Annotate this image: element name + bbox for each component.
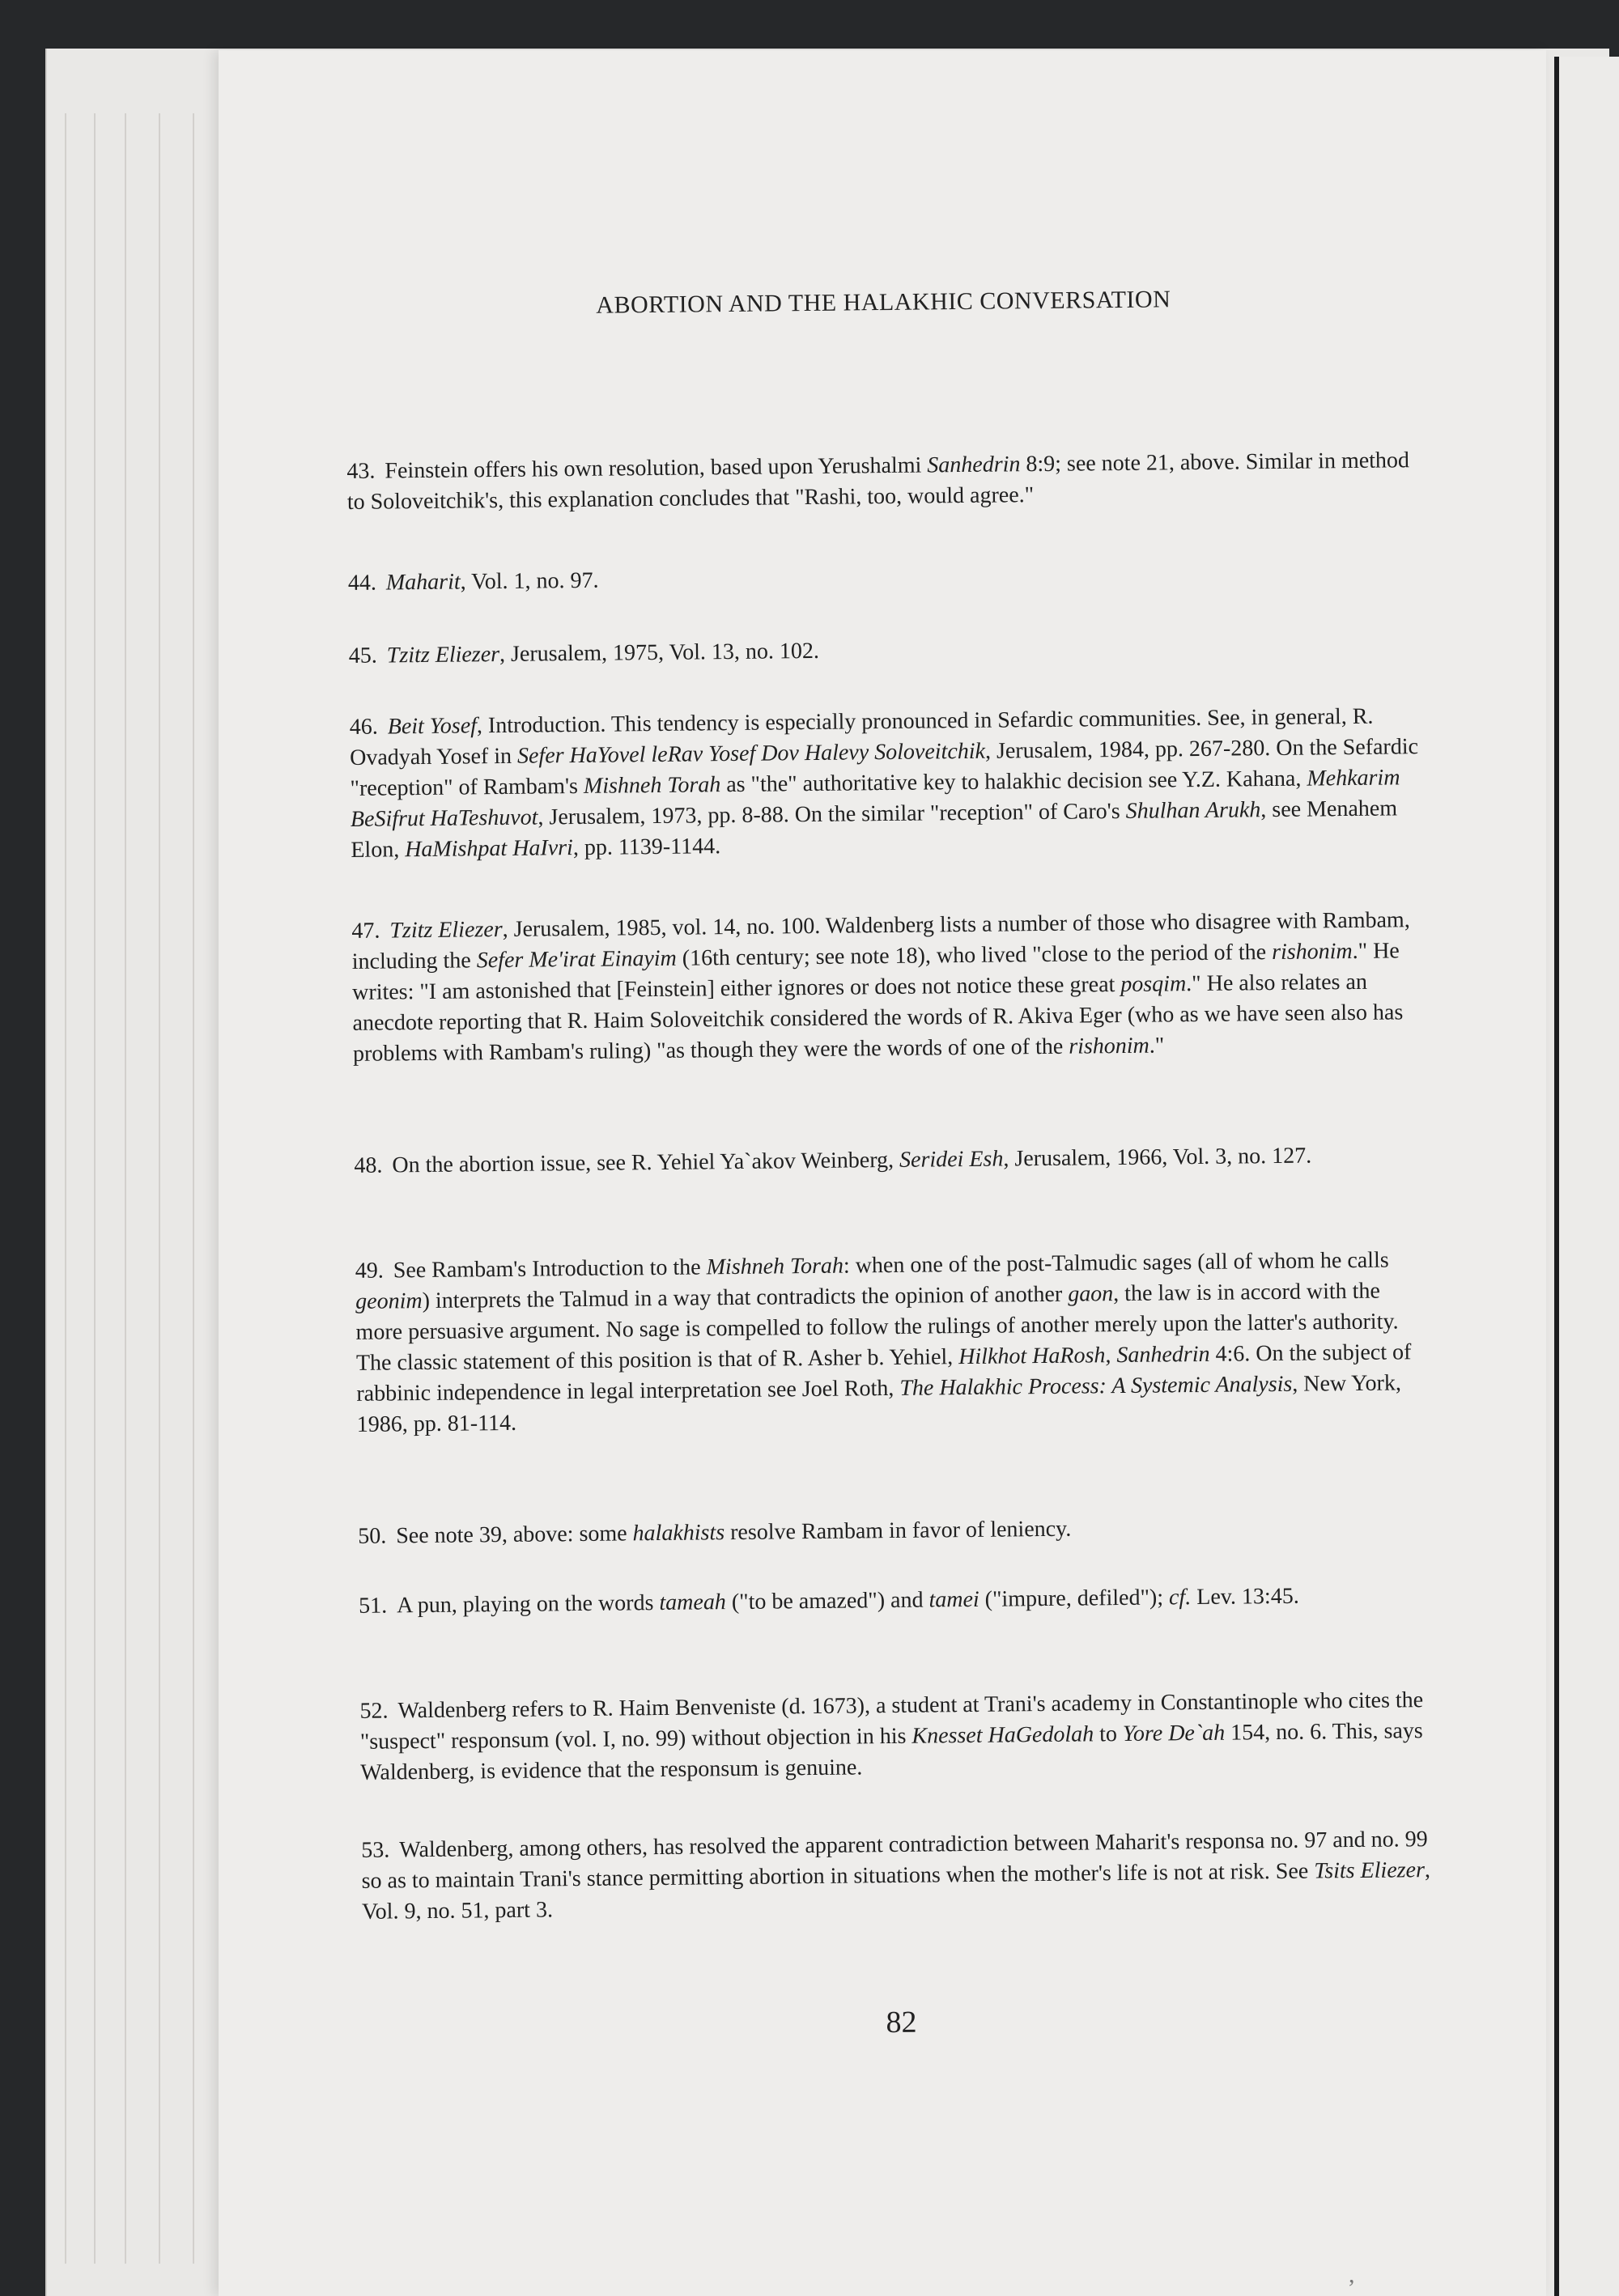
endnote-43 [346,445,1424,518]
endnote-text: Feinstein offers his own resolution, based upon Yerushalmi [385,452,928,484]
endnote-46 [350,701,1428,866]
endnote-number: 49. [355,1258,384,1284]
endnote-number: 48. [354,1152,383,1178]
endnote-text: , see Menahem Elon, [351,796,1398,863]
endnote-italic-text: Maharit [385,569,461,596]
endnote-italic-text: HaMishpat HaIvri [405,835,574,863]
endnote-italic-text: Sefer HaYovel leRav Yosef Dov Halevy Soloveitchik [516,738,986,769]
facing-page-edge [1554,57,1619,2296]
endnote-number: 53. [361,1837,390,1863]
endnote-text: Lev. 13:45. [1191,1583,1299,1611]
endnote-48 [354,1140,1430,1182]
endnote-text: to [1094,1721,1124,1747]
endnote-italic-text: gaon [1068,1281,1114,1307]
endnote-text: ." He writes: "I am astonished that [Feinstein] either ignores or does not notice these great [352,938,1400,1005]
endnote-italic-text: cf. [1168,1585,1192,1611]
book-page [219,50,1546,2296]
endnote-italic-text: Sanhedrin [927,452,1021,478]
endnote-italic-text: Shulhan Arukh [1125,797,1261,824]
endnote-text: See note 39, above: some [396,1521,633,1549]
page-edge-line [65,113,66,2264]
endnote-text: (16th century; see note 18), who lived "close to the period of the [676,940,1273,971]
page-edge-line [193,113,194,2264]
endnote-text: , Introduction. This tendency is especially pronounced in Sefardic communities. See, in general, R. Ovadyah Yosef in [349,703,1374,770]
page-edge-line [125,113,126,2264]
endnote-text: ." He also relates an anecdote reporting that R. Haim Soloveitchik considered the words of R. Akiva Eger (who as we have seen also has problems with Rambam's ruling) "as though they were the words of one of the [352,969,1404,1067]
endnote-text: On the abortion issue, see R. Yehiel Ya`akov Weinberg, [392,1147,900,1178]
endnote-text: , Vol. 1, no. 97. [460,567,599,595]
endnote-number: 51. [358,1593,388,1619]
endnote-italic-text: Hilkhot HaRosh, Sanhedrin [958,1341,1210,1370]
endnote-text: Waldenberg, among others, has resolved the apparent contradiction between Maharit's responsa no. 97 and no. 99 so as to maintain Trani's stance permitting abortion in situations when the mother's life is not at risk. See [361,1827,1428,1894]
endnote-number: 52. [359,1698,389,1724]
endnote-text: ." [1149,1033,1165,1059]
endnote-text: See Rambam's Introduction to the [393,1254,707,1284]
endnote-number: 47. [351,918,380,944]
endnote-text: ("to be amazed") and [725,1587,929,1615]
endnote-number: 46. [349,714,378,740]
endnote-italic-text: Mehkarim BeSifrut HaTeshuvot [350,765,1400,832]
endnote-text: , pp. 1139-1144. [572,834,721,861]
endnote-text: ("impure, defiled"); [979,1585,1170,1612]
endnote-italic-text: tamei [928,1586,979,1613]
endnote-text: as "the" authoritative key to halakhic decision see Y.Z. Kahana, [720,766,1307,798]
page-edge-line [94,113,96,2264]
endnote-italic-text: posqim [1120,971,1187,997]
endnote-47 [351,905,1430,1070]
endnote-52 [359,1685,1437,1789]
endnote-italic-text: rishonim [1069,1033,1149,1059]
endnote-44 [348,557,1425,599]
endnote-text: A pun, playing on the words [396,1590,660,1619]
endnote-text: resolve Rambam in favor of leniency. [724,1516,1072,1546]
endnote-italic-text: Tzitz Eliezer [386,642,500,668]
endnote-italic-text: halakhists [632,1520,725,1547]
endnote-50 [358,1510,1434,1552]
endnote-text: : when one of the post-Talmudic sages (all of whom he calls [843,1247,1389,1279]
endnote-text: , Jerusalem, 1984, pp. 267-280. On the Sefardic "reception" of Rambam's [350,734,1419,801]
endnote-italic-text: Tzitz Eliezer [389,916,503,944]
endnote-text: 8:9; see note 21, above. Similar in method to Soloveitchik's, this explanation concludes that "Rashi, too, would agree." [346,448,1410,515]
endnote-51 [359,1580,1435,1622]
endnote-text: , the law is in accord with the more persuasive argument. No sage is compelled to follow the rulings of another merely upon the latter's authority. The classic statement of this position is that of R. Asher b. Yehiel, [355,1278,1399,1376]
endnote-italic-text: Seridei Esh [899,1146,1004,1173]
endnote-italic-text: rishonim [1271,938,1353,966]
endnote-italic-text: Knesset HaGedolah [911,1721,1094,1749]
endnote-text: , New York, 1986, pp. 81-114. [356,1370,1402,1437]
page-edge-line [159,113,160,2264]
endnote-number: 45. [348,643,377,668]
endnote-text: Waldenberg refers to R. Haim Benveniste (d. 1673), a student at Trani's academy in Constantinople who cites the "suspect" responsum (vol. I, no. 99) without objection in his [359,1687,1424,1755]
endnote-italic-text: Tsits Eliezer [1314,1857,1426,1884]
endnote-45 [349,630,1426,672]
endnote-italic-text: geonim [355,1288,423,1314]
endnote-italic-text: Mishneh Torah [583,772,721,799]
endnote-text: 4:6. On the subject of rabbinic independence in legal interpretation see Joel Roth, [356,1339,1412,1407]
endnote-text: ) interprets the Talmud in a way that contradicts the opinion of another [422,1281,1069,1314]
margin-smudge: , [1349,2261,1355,2288]
endnote-text: , Vol. 9, no. 51, part 3. [361,1857,1431,1925]
endnote-italic-text: Mishneh Torah [706,1253,844,1280]
endnote-49 [355,1245,1434,1441]
endnote-text: 154, no. 6. This, says Waldenberg, is evidence that the responsum is genuine. [360,1718,1423,1785]
endnote-53 [361,1824,1438,1928]
endnote-number: 50. [358,1523,387,1549]
endnote-text: , Jerusalem, 1973, pp. 8-88. On the similar "reception" of Caro's [538,798,1126,830]
endnote-number: 44. [347,570,377,596]
endnote-italic-text: Sefer Me'irat Einayim [476,945,677,974]
running-head: ABORTION AND THE HALAKHIC CONVERSATION [596,286,1171,319]
endnote-text: , Jerusalem, 1985, vol. 14, no. 100. Waldenberg lists a number of those who disagree with Rambam, including the [351,907,1410,974]
page-number: 82 [886,2005,917,2040]
endnote-text: , Jerusalem, 1975, Vol. 13, no. 102. [499,638,820,668]
endnote-text: , Jerusalem, 1966, Vol. 3, no. 127. [1003,1143,1312,1172]
endnote-italic-text: tameah [659,1589,727,1616]
endnote-italic-text: Beit Yosef [387,713,478,740]
endnote-italic-text: The Halakhic Process: A Systemic Analysis [899,1371,1293,1401]
endnote-number: 43. [346,458,376,484]
endnote-italic-text: Yore De`ah [1122,1720,1226,1747]
